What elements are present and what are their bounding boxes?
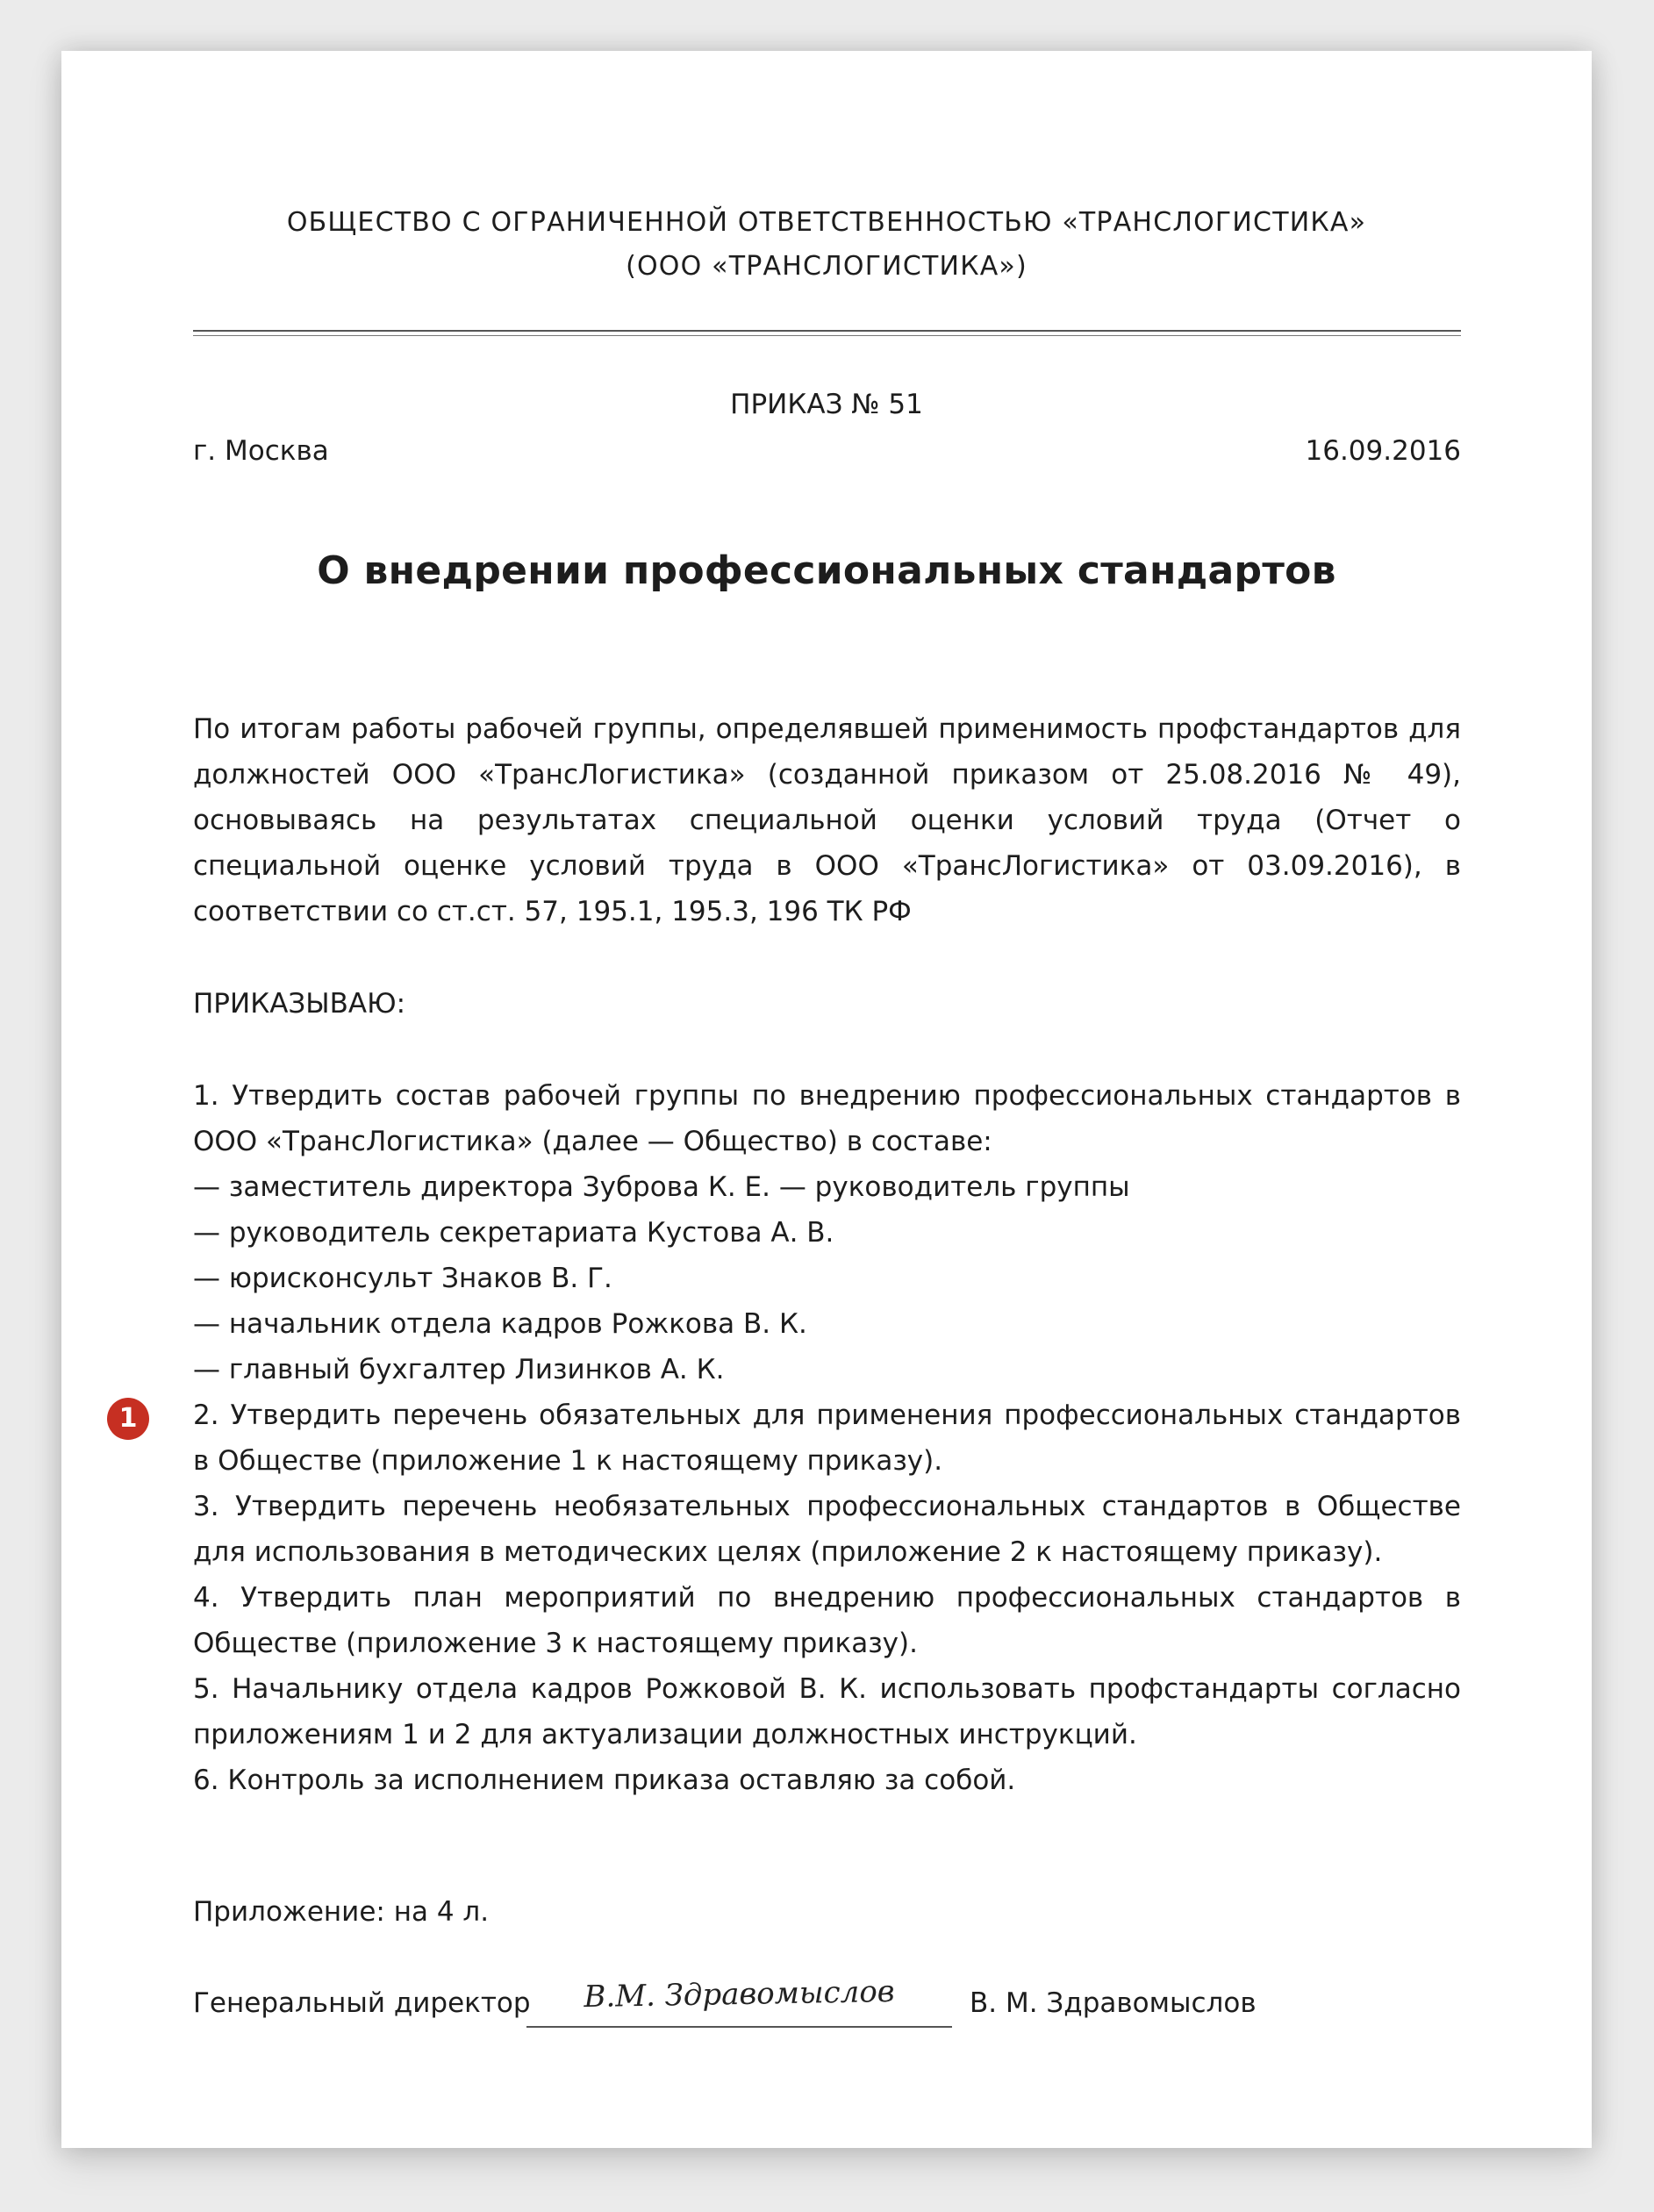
preamble-paragraph: По итогам работы рабочей группы, определявшей применимость профстандартов для должностей ООО «ТрансЛогистика» (созданной приказом от 25.08.2016 № 49), основываясь на результатах специальной оценки условий труда (Отчет о специальной оценке условий труда в ООО «ТрансЛогистика» от 03.09.2016), в соответствии со ст.ст. 57, 195.1, 195.3, 196 ТК РФ xyxy=(193,713,1461,927)
order-item-6: 6. Контроль за исполнением приказа оставляю за собой. xyxy=(193,1765,1016,1796)
order-number: ПРИКАЗ № 51 xyxy=(730,389,923,420)
order-item-2: 2. Утвердить перечень обязательных для применения профессиональных стандартов в Обществе (приложение 1 к настоящему приказу). xyxy=(193,1400,1461,1477)
annotation-marker-badge: 1 xyxy=(107,1398,149,1440)
group-member: — юрисконсульт Знаков В. Г. xyxy=(193,1263,612,1294)
group-member: — главный бухгалтер Лизинков А. К. xyxy=(193,1354,725,1385)
appendix-note: Приложение: на 4 л. xyxy=(193,1896,490,1928)
organization-full-name: ОБЩЕСТВО С ОГРАНИЧЕННОЙ ОТВЕТСТВЕННОСТЬЮ «ТРАНСЛОГИСТИКА» xyxy=(286,207,1367,238)
header-divider-top xyxy=(193,330,1461,332)
signatory-role: Генеральный директор xyxy=(193,1987,531,2019)
order-item-4: 4. Утвердить план мероприятий по внедрению профессиональных стандартов в Обществе (приложение 3 к настоящему приказу). xyxy=(193,1582,1461,1659)
order-items xyxy=(193,1073,1461,1803)
header-divider-bottom xyxy=(193,335,1461,336)
order-item-5: 5. Начальнику отдела кадров Рожковой В. К. использовать профстандарты согласно приложениям 1 и 2 для актуализации должностных инструкций. xyxy=(193,1673,1461,1750)
document-page xyxy=(61,51,1592,2148)
signatory-name: В. М. Здравомыслов xyxy=(970,1987,1257,2019)
order-date: 16.09.2016 xyxy=(1305,435,1461,467)
handwritten-signature: В.М. Здравомыслов xyxy=(584,1973,895,2015)
group-member: — заместитель директора Зуброва К. Е. — руководитель группы xyxy=(193,1171,1130,1203)
order-item-1: 1. Утвердить состав рабочей группы по внедрению профессиональных стандартов в ООО «ТрансЛогистика» (далее — Общество) в составе: xyxy=(193,1080,1461,1157)
order-city: г. Москва xyxy=(193,435,329,467)
group-member: — начальник отдела кадров Рожкова В. К. xyxy=(193,1308,807,1340)
organization-short-name: (ООО «ТРАНСЛОГИСТИКА») xyxy=(626,251,1027,282)
group-member: — руководитель секретариата Кустова А. В. xyxy=(193,1217,834,1249)
signature-block xyxy=(193,1973,1334,2040)
signature-line xyxy=(526,2026,952,2028)
document-title: О внедрении профессиональных стандартов xyxy=(317,548,1336,593)
order-item-3: 3. Утвердить перечень необязательных профессиональных стандартов в Обществе для использования в методических целях (приложение 2 к настоящему приказу). xyxy=(193,1491,1461,1568)
orders-heading: ПРИКАЗЫВАЮ: xyxy=(193,988,406,1020)
